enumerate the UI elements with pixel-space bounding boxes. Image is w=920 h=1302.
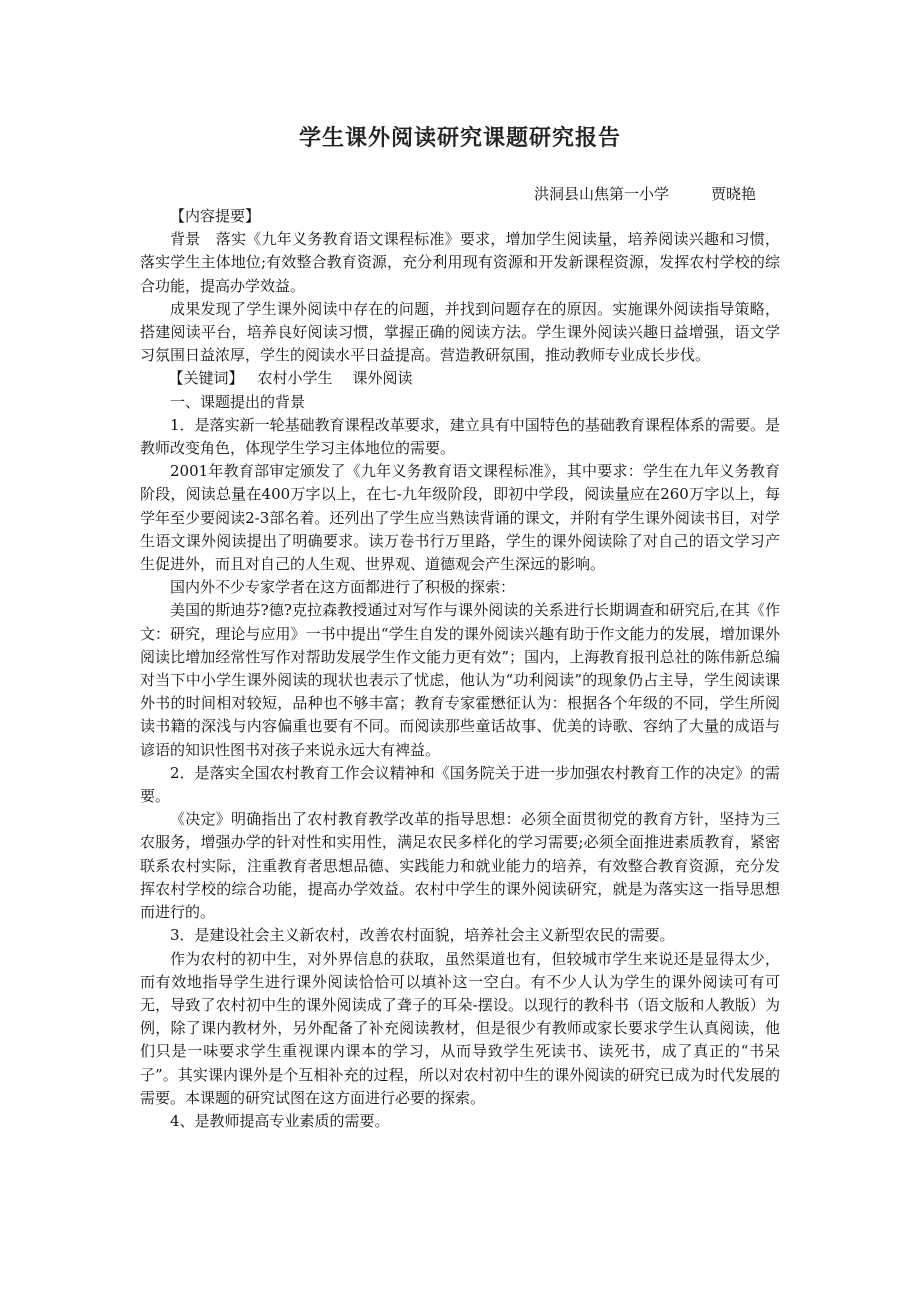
keywords-line	[140, 367, 780, 390]
paragraph: 2．是落实全国农村教育工作会议精神和《国务院关于进一步加强农村教育工作的决定》的需要。	[140, 763, 780, 806]
paragraph: 成果发现了学生课外阅读中存在的问题，并找到问题存在的原因。实施课外阅读指导策略，搭建阅读平台，培养良好阅读习惯，掌握正确的阅读方法。学生课外阅读兴趣日益增强，语文学习氛围日益浓厚，学生的阅读水平日益提高。营造教研氛围，推动教师专业成长步伐。	[140, 299, 780, 365]
paragraph: 1．是落实新一轮基础教育课程改革要求，建立具有中国特色的基础教育课程体系的需要。是教师改变角色，体现学生学习主体地位的需要。	[140, 415, 780, 458]
paragraph: 国内外不少专家学者在这方面都进行了积极的探索：	[170, 578, 516, 597]
author-school: 洪洞县山焦第一小学	[534, 185, 670, 203]
section-heading: 一、课题提出的背景	[170, 392, 306, 411]
keyword: 农村小学生	[257, 369, 333, 388]
author-name: 贾晓艳	[711, 185, 757, 203]
author-line	[534, 183, 756, 204]
abstract-heading: 【内容提要】	[170, 207, 261, 225]
keyword: 课外阅读	[352, 369, 413, 388]
paragraph: 背景 落实《九年义务教育语文课程标准》要求，增加学生阅读量，培养阅读兴趣和习惯，落实学生主体地位;有效整合教育资源，充分利用现有资源和开发新课程资源，发挥农村学校的综合功能，提高办学效益。	[140, 230, 780, 295]
paragraph: 3．是建设社会主义新农村，改善农村面貌，培养社会主义新型农民的需要。	[170, 926, 675, 945]
paragraph: 作为农村的初中生，对外界信息的获取，虽然渠道也有，但较城市学生来说还是显得太少，而有效地指导学生进行课外阅读恰恰可以填补这一空白。有不少人认为学生的课外阅读可有可无，导致了农村初中生的课外阅读成了聋子的耳朵-摆设。以现行的教科书（语文版和人教版）为例，除了课内教材外，另外配备了补充阅读教材，但是很少有教师或家长要求学生认真阅读，他们只是一味要求学生重视课内课本的学习，从而导致学生死读书、读死书，成了真正的“书呆子”。其实课内课外是个互相补充的过程，所以对农村初中生的课外阅读的研究已成为时代发展的需要。本课题的研究试图在这方面进行必要的探索。	[140, 949, 780, 1107]
paragraph: 4、是教师提高专业素质的需要。	[170, 1111, 390, 1130]
document-body	[140, 205, 780, 1133]
paragraph: 2001年教育部审定颁发了《九年义务教育语文课程标准》，其中要求：学生在九年义务教育阶段，阅读总量在400万字以上，在七-九年级阶段，即初中学段，阅读量应在260万字以上，每学年至少要阅读2-3部名着。还列出了学生应当熟读背诵的课文，并附有学生课外阅读书目，对学生语文课外阅读提出了明确要求。读万卷书行万里路，学生的课外阅读除了对自己的语文学习产生促进外，而且对自己的人生观、世界观、道德观会产生深远的影响。	[140, 462, 780, 574]
paragraph: 美国的斯迪芬?德?克拉森教授通过对写作与课外阅读的关系进行长期调查和研究后,在其《作文：研究，理论与应用》一书中提出“学生自发的课外阅读兴趣有助于作文能力的发展，增加课外阅读比增加经常性写作对帮助发展学生作文能力更有效”；国内，上海教育报刊总社的陈伟新总编对当下中小学生课外阅读的现状也表示了忧虑，他认为“功利阅读”的现象仍占主导，学生阅读课外书的时间相对较短，品种也不够丰富；教育专家霍懋征认为：根据各个年级的不同，学生所阅读书籍的深浅与内容偏重也要有不同。而阅读那些童话故事、优美的诗歌、容纳了大量的成语与谚语的知识性图书对孩子来说永远大有裨益。	[140, 601, 780, 759]
document-title: 学生课外阅读研究课题研究报告	[298, 126, 621, 151]
keywords-label: 【关键词】	[168, 369, 244, 388]
paragraph: 《决定》明确指出了农村教育教学改革的指导思想：必须全面贯彻党的教育方针，坚持为三农服务，增强办学的针对性和实用性，满足农民多样化的学习需要;必须全面推进素质教育，紧密联系农村实际，注重教育者思想品德、实践能力和就业能力的培养，有效整合教育资源，充分发挥农村学校的综合功能，提高办学效益。农村中学生的课外阅读研究，就是为落实这一指导思想而进行的。	[140, 810, 780, 922]
